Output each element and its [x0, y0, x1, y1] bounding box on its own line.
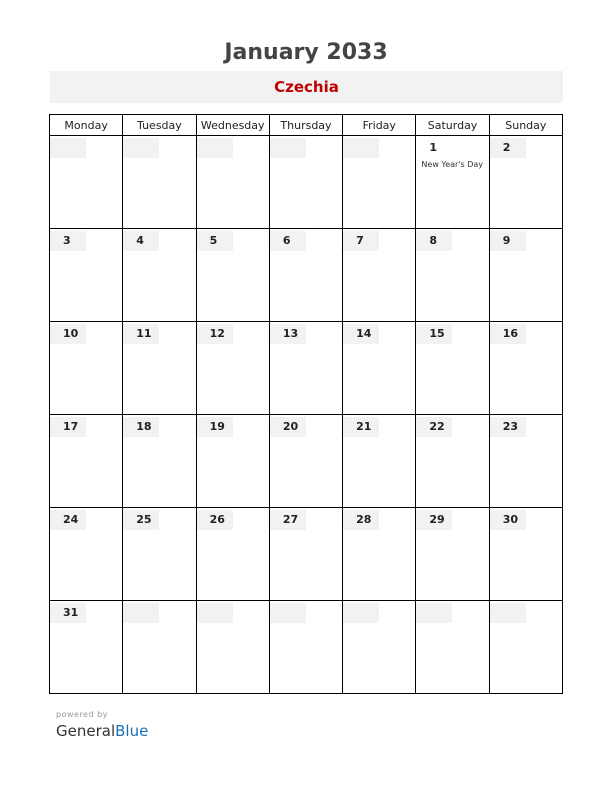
holiday-label: New Year's Day: [421, 160, 484, 169]
day-number: 9: [490, 231, 526, 251]
day-cell: [343, 136, 416, 229]
day-number: 12: [197, 324, 233, 344]
day-number: 27: [270, 510, 306, 530]
day-cell: [489, 415, 562, 508]
day-number: 21: [343, 417, 379, 437]
day-number: [197, 138, 233, 158]
day-cell: [269, 415, 342, 508]
day-number: [123, 138, 159, 158]
day-cell: [269, 136, 342, 229]
day-number: 26: [197, 510, 233, 530]
brand-blue: Blue: [115, 722, 149, 740]
weekday-monday: Monday: [50, 115, 123, 136]
week-row: [50, 322, 563, 415]
day-cell: [50, 229, 123, 322]
calendar-grid: [49, 114, 563, 694]
day-number: [50, 138, 86, 158]
day-number: [197, 603, 233, 623]
day-number: 2: [490, 138, 526, 158]
calendar-title: January 2033: [224, 40, 388, 65]
weekday-friday: Friday: [343, 115, 416, 136]
day-number: 6: [270, 231, 306, 251]
week-row: [50, 508, 563, 601]
day-number: 3: [50, 231, 86, 251]
day-number: 30: [490, 510, 526, 530]
day-cell: [50, 508, 123, 601]
day-cell: [196, 322, 269, 415]
country-band: [50, 71, 563, 103]
day-cell: [196, 415, 269, 508]
day-number: [416, 603, 452, 623]
day-cell: [489, 229, 562, 322]
day-number: 29: [416, 510, 452, 530]
day-cell: [123, 322, 196, 415]
day-cell: [416, 508, 489, 601]
day-number: [343, 138, 379, 158]
footer: [56, 710, 148, 740]
day-number: 23: [490, 417, 526, 437]
day-number: [270, 138, 306, 158]
day-cell-holiday: [416, 136, 489, 229]
day-number: 28: [343, 510, 379, 530]
day-number: 10: [50, 324, 86, 344]
generalblue-logo[interactable]: [56, 722, 148, 740]
day-cell: [269, 508, 342, 601]
day-number: 22: [416, 417, 452, 437]
day-cell: [123, 508, 196, 601]
weekday-header-row: [50, 115, 563, 136]
day-number: 11: [123, 324, 159, 344]
day-number: 19: [197, 417, 233, 437]
day-cell: [50, 136, 123, 229]
day-cell: [416, 415, 489, 508]
day-number: 1: [416, 138, 452, 158]
day-number: 16: [490, 324, 526, 344]
day-number: 17: [50, 417, 86, 437]
weekday-saturday: Saturday: [416, 115, 489, 136]
day-cell: [489, 508, 562, 601]
weekday-wednesday: Wednesday: [196, 115, 269, 136]
day-cell: [416, 229, 489, 322]
day-cell: [489, 136, 562, 229]
country-name: Czechia: [274, 78, 339, 96]
day-number: 18: [123, 417, 159, 437]
day-cell: [489, 601, 562, 694]
week-row: [50, 136, 563, 229]
day-cell: [489, 322, 562, 415]
day-number: 31: [50, 603, 86, 623]
day-cell: [343, 322, 416, 415]
day-cell: [123, 136, 196, 229]
day-cell: [269, 229, 342, 322]
day-number: 4: [123, 231, 159, 251]
week-row: [50, 601, 563, 694]
day-number: 13: [270, 324, 306, 344]
weekday-tuesday: Tuesday: [123, 115, 196, 136]
day-number: [490, 603, 526, 623]
day-cell: [50, 601, 123, 694]
brand-general: General: [56, 722, 116, 740]
day-number: 15: [416, 324, 452, 344]
day-cell: [196, 229, 269, 322]
day-number: 25: [123, 510, 159, 530]
day-cell: [196, 136, 269, 229]
day-cell: [123, 601, 196, 694]
day-cell: [196, 601, 269, 694]
day-cell: [343, 508, 416, 601]
week-row: [50, 415, 563, 508]
day-cell: [50, 415, 123, 508]
day-number: [123, 603, 159, 623]
day-cell: [269, 322, 342, 415]
day-cell: [416, 322, 489, 415]
day-number: 20: [270, 417, 306, 437]
week-row: [50, 229, 563, 322]
day-number: [270, 603, 306, 623]
weekday-thursday: Thursday: [269, 115, 342, 136]
day-cell: [50, 322, 123, 415]
day-number: 14: [343, 324, 379, 344]
day-number: [343, 603, 379, 623]
day-cell: [343, 415, 416, 508]
day-cell: [269, 601, 342, 694]
day-cell: [123, 229, 196, 322]
day-number: 7: [343, 231, 379, 251]
day-number: 8: [416, 231, 452, 251]
day-cell: [416, 601, 489, 694]
day-number: 24: [50, 510, 86, 530]
day-number: 5: [197, 231, 233, 251]
day-cell: [123, 415, 196, 508]
day-cell: [343, 601, 416, 694]
weekday-sunday: Sunday: [489, 115, 562, 136]
day-cell: [343, 229, 416, 322]
day-cell: [196, 508, 269, 601]
powered-by-text: powered by: [56, 710, 108, 719]
